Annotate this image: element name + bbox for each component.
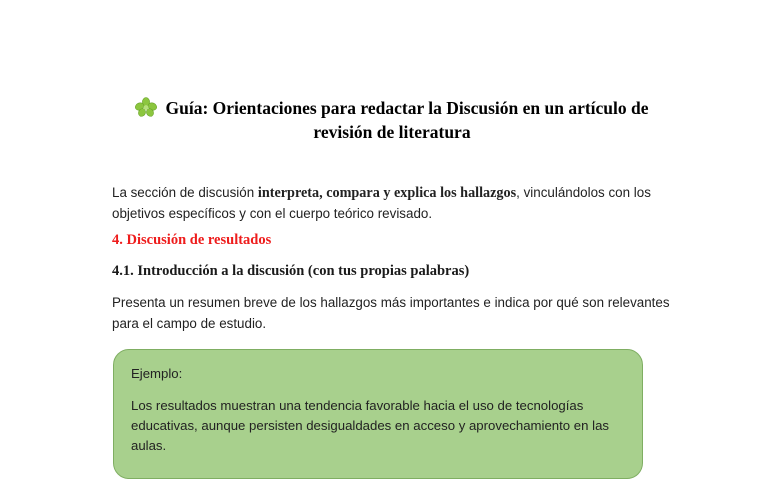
section-heading: 4. Discusión de resultados — [112, 232, 272, 248]
intro-text-before: La sección de discusión — [112, 185, 258, 200]
subsection-heading: 4.1. Introducción a la discusión (con tus propias palabras) — [112, 263, 470, 279]
intro-bold-text: interpreta, compara y explica los hallazgos — [257, 185, 517, 201]
intro-text-after: , vinculándolos con los objetivos específicos y con el cuerpo teórico revisado. — [112, 185, 651, 221]
example-text: Los resultados muestran una tendencia favorable hacia el uso de tecnologías educativas, aunque persisten desigualdades en acceso y aprovechamiento en las aulas. — [131, 398, 609, 453]
example-label: Ejemplo: — [131, 366, 183, 381]
title-line-2: revisión de literatura — [313, 122, 471, 142]
instruction-paragraph: Presenta un resumen breve de los hallazgos más importantes e indica por qué son relevantes para el campo de estudio. — [112, 295, 670, 331]
document-title — [120, 96, 664, 144]
title-line-1: Guía: Orientaciones para redactar la Discusión en un artículo de — [165, 98, 649, 118]
flower-icon — [135, 97, 157, 117]
intro-paragraph — [112, 183, 672, 224]
